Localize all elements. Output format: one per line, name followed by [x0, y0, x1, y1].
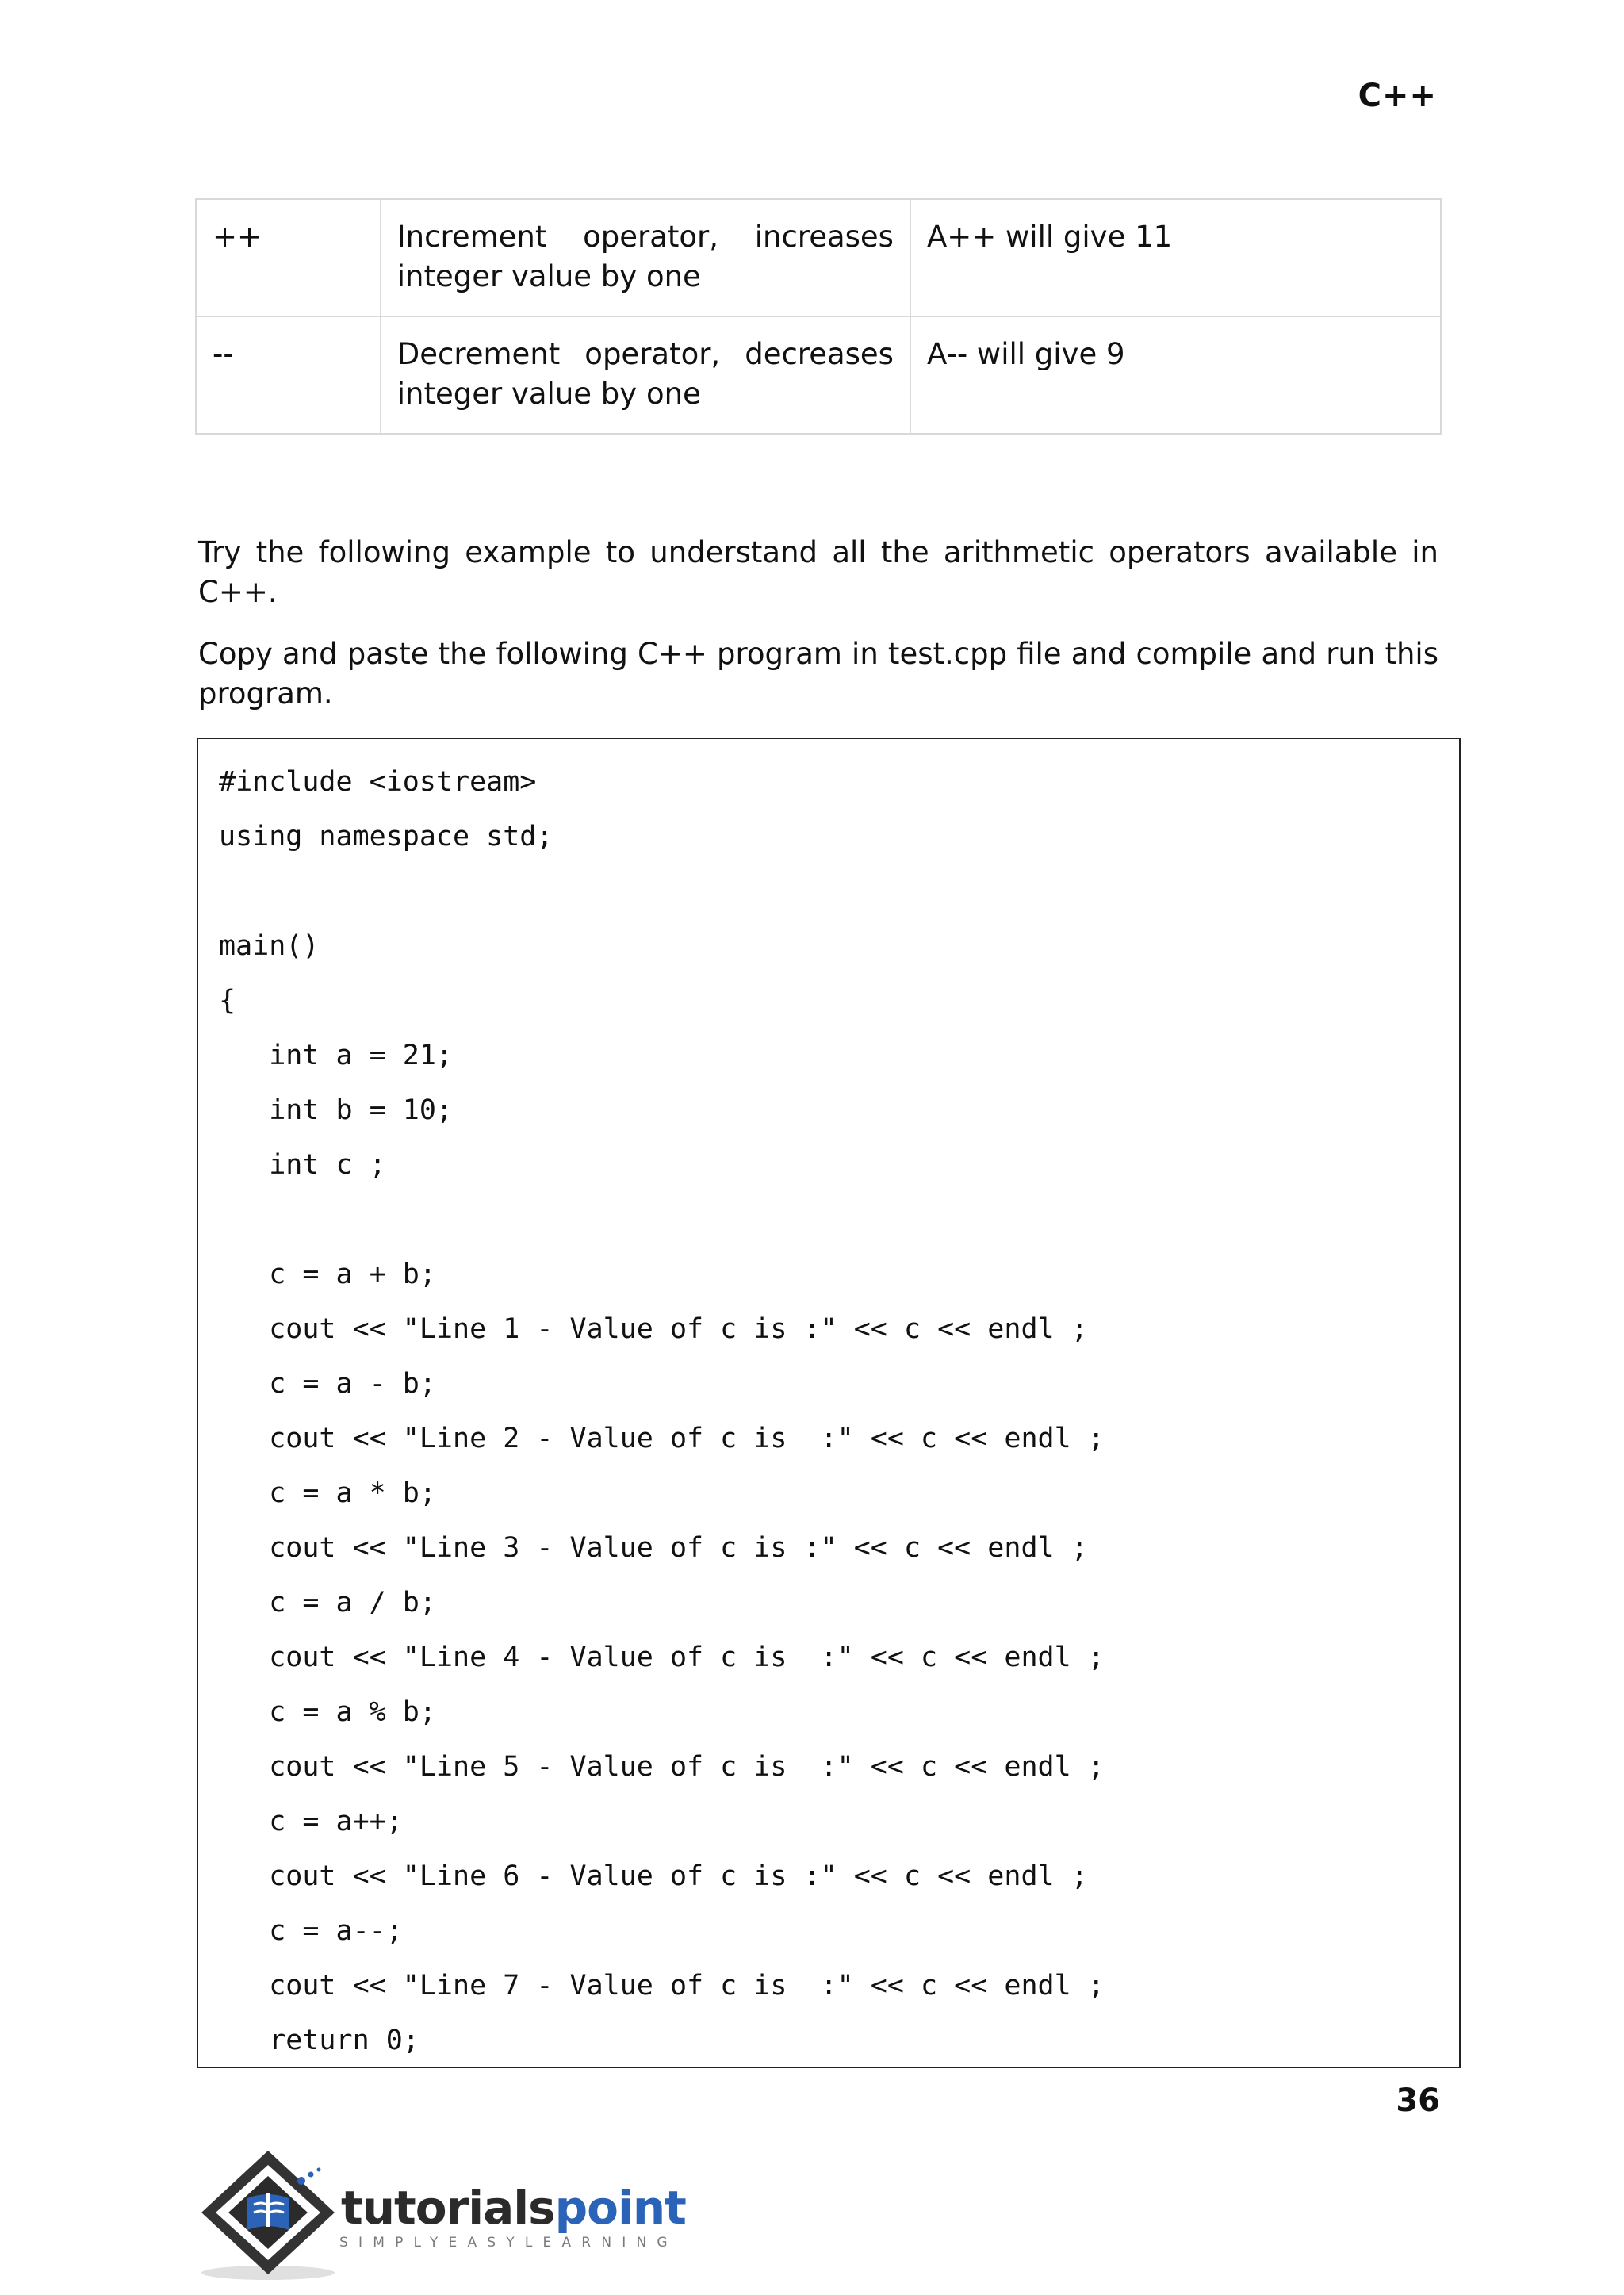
code-line: c = a % b;	[219, 1696, 436, 1728]
logo-word-point: point	[554, 2181, 686, 2235]
page-header-title: C++	[1358, 78, 1437, 114]
code-line: cout << "Line 1 - Value of c is :" << c << endl ;	[219, 1313, 1088, 1345]
instruction-paragraph: Copy and paste the following C++ program in test.cpp file and compile and run this program.	[198, 637, 1438, 711]
code-line: cout << "Line 2 - Value of c is :" << c << endl ;	[219, 1423, 1105, 1454]
tutorialspoint-logo	[195, 2141, 687, 2284]
code-line: c = a / b;	[219, 1587, 436, 1619]
code-line: cout << "Line 7 - Value of c is :" << c << endl ;	[219, 1970, 1105, 2002]
page-number: 36	[1396, 2082, 1440, 2119]
code-line: c = a - b;	[219, 1368, 436, 1400]
code-line: return 0;	[219, 2025, 419, 2056]
code-line	[219, 1193, 1459, 1247]
code-line: cout << "Line 3 - Value of c is :" << c << endl ;	[219, 1532, 1088, 1564]
operator-cell: ++	[196, 199, 381, 316]
code-line: using namespace std;	[219, 821, 553, 852]
logo-word-tutorials: tutorials	[341, 2181, 555, 2235]
code-block	[197, 738, 1461, 2068]
code-line: c = a--;	[219, 1915, 403, 1947]
description-cell: Decrement operator, decreases integer value by one	[381, 316, 910, 434]
code-line: int c ;	[219, 1149, 386, 1181]
code-line: #include <iostream>	[219, 766, 537, 798]
code-line: {	[219, 985, 236, 1017]
code-line: int b = 10;	[219, 1094, 454, 1126]
code-line	[219, 864, 1459, 919]
example-cell: A-- will give 9	[910, 316, 1441, 434]
code-line: c = a + b;	[219, 1259, 436, 1290]
logo-diamond-icon	[195, 2141, 354, 2284]
logo-wordmark	[341, 2181, 686, 2235]
code-line: c = a * b;	[219, 1477, 436, 1509]
logo-tagline: SIMPLYEASYLEARNING	[339, 2235, 678, 2251]
operator-cell: --	[196, 316, 381, 434]
description-cell: Increment operator, increases integer value by one	[381, 199, 910, 316]
intro-paragraph: Try the following example to understand all the arithmetic operators available in C++.	[198, 535, 1438, 609]
operator-table	[195, 198, 1442, 435]
table-row	[196, 199, 1441, 316]
table-row	[196, 316, 1441, 434]
example-cell: A++ will give 11	[910, 199, 1441, 316]
code-line: cout << "Line 6 - Value of c is :" << c << endl ;	[219, 1860, 1088, 1892]
code-line: int a = 21;	[219, 1040, 454, 1071]
code-line: cout << "Line 4 - Value of c is :" << c << endl ;	[219, 1642, 1105, 1673]
code-line: main()	[219, 930, 320, 962]
code-line: cout << "Line 5 - Value of c is :" << c << endl ;	[219, 1751, 1105, 1783]
code-line: c = a++;	[219, 1806, 403, 1837]
